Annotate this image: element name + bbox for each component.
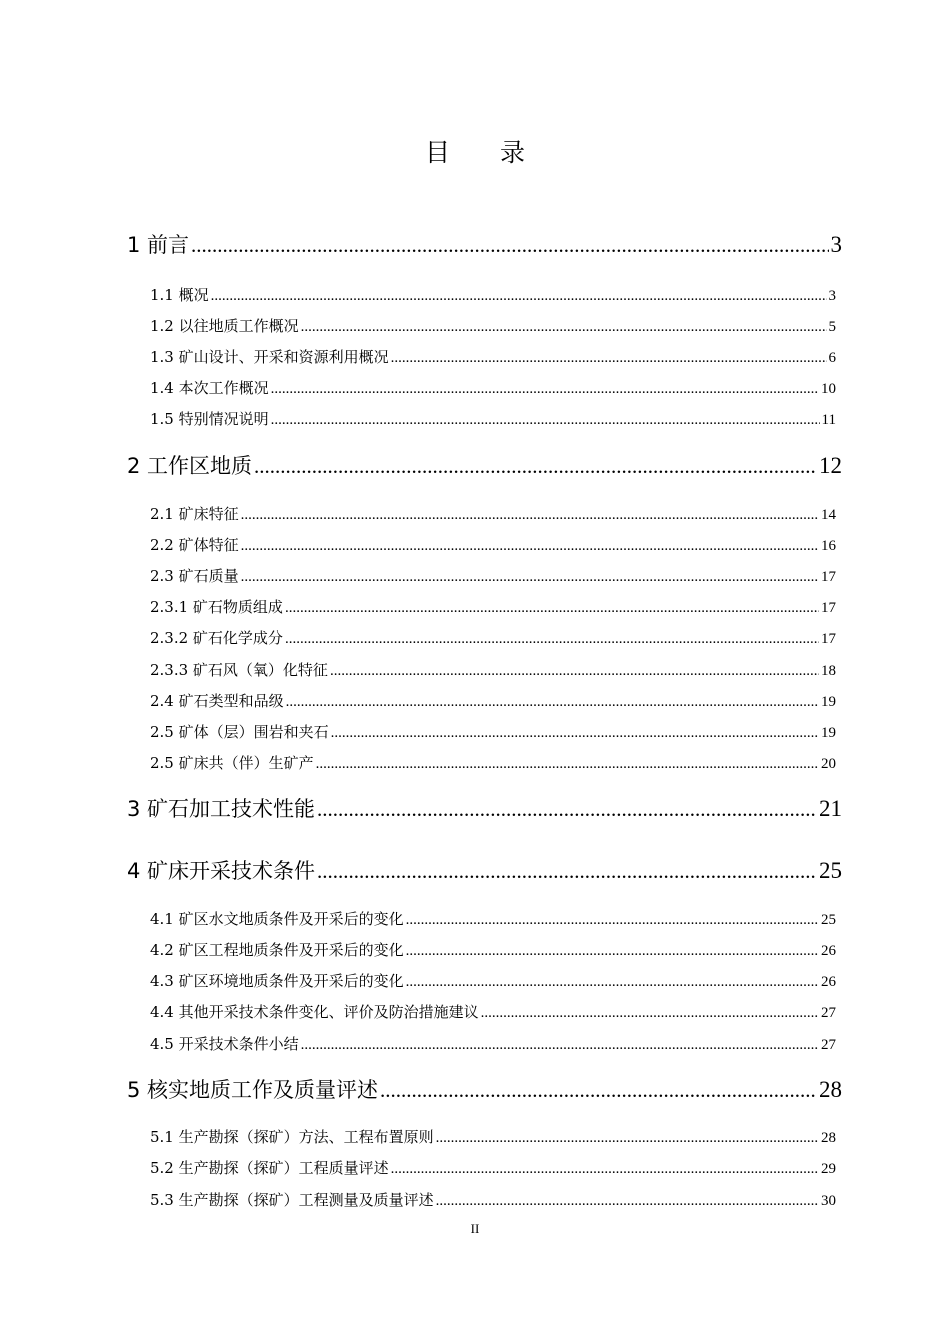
toc-entry-label: 1.1 概况	[150, 286, 209, 304]
toc-entry-label: 2.4 矿石类型和品级	[150, 692, 284, 710]
toc-entry-label: 2 工作区地质	[127, 454, 253, 478]
toc-leader-dots	[330, 663, 819, 680]
toc-leader-dots	[241, 538, 819, 555]
toc-entry[interactable]	[150, 1189, 836, 1213]
toc-entry-page: 20	[821, 756, 836, 772]
toc-entry-page: 11	[821, 412, 836, 428]
toc-entry-label: 2.5 矿体（层）围岩和夹石	[150, 723, 329, 741]
toc-leader-dots	[286, 694, 819, 711]
toc-leader-dots	[317, 859, 817, 884]
toc-entry-label: 2.3 矿石质量	[150, 567, 239, 585]
toc-entry-label: 2.3.2 矿石化学成分	[150, 629, 283, 647]
toc-leader-dots	[254, 454, 817, 479]
toc-leader-dots	[380, 1078, 817, 1103]
toc-entry-page: 3	[828, 288, 836, 304]
toc-entry-page: 27	[821, 1005, 836, 1021]
toc-entry-page: 27	[821, 1037, 836, 1053]
toc-entry-page: 21	[819, 796, 842, 821]
toc-entry[interactable]	[150, 565, 836, 589]
toc-entry-label: 1.5 特别情况说明	[150, 410, 269, 428]
toc-entry-page: 25	[819, 858, 842, 883]
toc-entry-label: 3 矿石加工技术性能	[127, 797, 316, 821]
toc-entry-label: 1.4 本次工作概况	[150, 379, 269, 397]
toc-entry-page: 19	[821, 694, 836, 710]
toc-leader-dots	[406, 943, 819, 960]
toc-entry-page: 25	[821, 912, 836, 928]
toc-leader-dots	[301, 319, 827, 336]
toc-leader-dots	[317, 797, 817, 822]
toc-entry-page: 14	[821, 507, 836, 523]
toc-entry[interactable]	[150, 346, 836, 370]
toc-entry[interactable]	[150, 408, 836, 432]
toc-entry-label: 2.1 矿床特征	[150, 505, 239, 523]
toc-entry-label: 2.3.3 矿石风（氧）化特征	[150, 661, 328, 679]
toc-entry-label: 5.3 生产勘探（探矿）工程测量及质量评述	[150, 1191, 434, 1209]
toc-entry[interactable]	[150, 377, 836, 401]
toc-leader-dots	[241, 507, 819, 524]
toc-entry-label: 1.2 以往地质工作概况	[150, 317, 299, 335]
toc-entry-page: 12	[819, 453, 842, 478]
toc-entry-page: 28	[821, 1130, 836, 1146]
toc-entry-page: 5	[828, 319, 836, 335]
toc-leader-dots	[406, 912, 819, 929]
toc-entry[interactable]	[127, 855, 842, 889]
toc-entry-label: 2.3.1 矿石物质组成	[150, 598, 283, 616]
toc-entry[interactable]	[150, 1001, 836, 1025]
toc-entry-label: 4.4 其他开采技术条件变化、评价及防治措施建议	[150, 1003, 479, 1021]
toc-entry[interactable]	[150, 284, 836, 308]
toc-entry[interactable]	[150, 690, 836, 714]
toc-entry-label: 2.2 矿体特征	[150, 536, 239, 554]
toc-entry-page: 26	[821, 974, 836, 990]
toc-leader-dots	[481, 1005, 819, 1022]
toc-entry[interactable]	[150, 659, 836, 683]
toc-leader-dots	[271, 412, 820, 429]
toc-entry-page: 19	[821, 725, 836, 741]
toc-entry-page: 10	[821, 381, 836, 397]
toc-entry[interactable]	[150, 908, 836, 932]
toc-leader-dots	[391, 1161, 819, 1178]
toc-entry[interactable]	[150, 596, 836, 620]
toc-leader-dots	[391, 350, 827, 367]
toc-entry-page: 26	[821, 943, 836, 959]
toc-leader-dots	[436, 1130, 819, 1147]
toc-entry[interactable]	[150, 970, 836, 994]
page-title	[0, 133, 950, 169]
toc-entry-page: 28	[819, 1077, 842, 1102]
toc-leader-dots	[285, 600, 819, 617]
toc-entry-label: 4.3 矿区环境地质条件及开采后的变化	[150, 972, 404, 990]
toc-entry[interactable]	[150, 752, 836, 776]
toc-leader-dots	[301, 1037, 819, 1054]
toc-entry[interactable]	[150, 939, 836, 963]
toc-entry-label: 5.1 生产勘探（探矿）方法、工程布置原则	[150, 1128, 434, 1146]
toc-entry-label: 1.3 矿山设计、开采和资源利用概况	[150, 348, 389, 366]
toc-entry-page: 3	[830, 232, 842, 257]
toc-entry-page: 17	[821, 569, 836, 585]
toc-entry-label: 2.5 矿床共（伴）生矿产	[150, 754, 314, 772]
toc-leader-dots	[316, 756, 819, 773]
title-char-1: 目	[424, 138, 450, 167]
toc-entry[interactable]	[150, 627, 836, 651]
toc-entry-label: 4.5 开采技术条件小结	[150, 1035, 299, 1053]
toc-leader-dots	[285, 631, 819, 648]
toc-entry-page: 18	[821, 663, 836, 679]
toc-entry[interactable]	[150, 1126, 836, 1150]
toc-leader-dots	[211, 288, 827, 305]
toc-entry-label: 1 前言	[127, 233, 190, 257]
toc-entry[interactable]	[127, 229, 842, 263]
toc-entry[interactable]	[150, 1033, 836, 1057]
toc-entry-page: 30	[821, 1193, 836, 1209]
toc-leader-dots	[331, 725, 819, 742]
title-char-2: 录	[500, 138, 526, 167]
toc-entry-label: 4 矿床开采技术条件	[127, 859, 316, 883]
toc-leader-dots	[271, 381, 819, 398]
toc-entry[interactable]	[127, 450, 842, 484]
toc-entry[interactable]	[150, 534, 836, 558]
toc-entry-label: 4.1 矿区水文地质条件及开采后的变化	[150, 910, 404, 928]
page-number-footer: II	[470, 1221, 480, 1236]
toc-leader-dots	[191, 233, 828, 258]
toc-entry[interactable]	[127, 793, 842, 827]
toc-entry[interactable]	[150, 721, 836, 745]
toc-entry-page: 29	[821, 1161, 836, 1177]
toc-entry[interactable]	[127, 1074, 842, 1108]
toc-entry[interactable]	[150, 503, 836, 527]
toc-entry-label: 4.2 矿区工程地质条件及开采后的变化	[150, 941, 404, 959]
toc-entry-page: 17	[821, 631, 836, 647]
toc-entry[interactable]	[150, 1157, 836, 1181]
toc-leader-dots	[241, 569, 819, 586]
toc-leader-dots	[436, 1193, 819, 1210]
toc-entry-page: 17	[821, 600, 836, 616]
toc-leader-dots	[406, 974, 819, 991]
toc-entry[interactable]	[150, 315, 836, 339]
toc-entry-page: 16	[821, 538, 836, 554]
toc-entry-page: 6	[828, 350, 836, 366]
toc-entry-label: 5 核实地质工作及质量评述	[127, 1078, 379, 1102]
toc-entry-label: 5.2 生产勘探（探矿）工程质量评述	[150, 1159, 389, 1177]
